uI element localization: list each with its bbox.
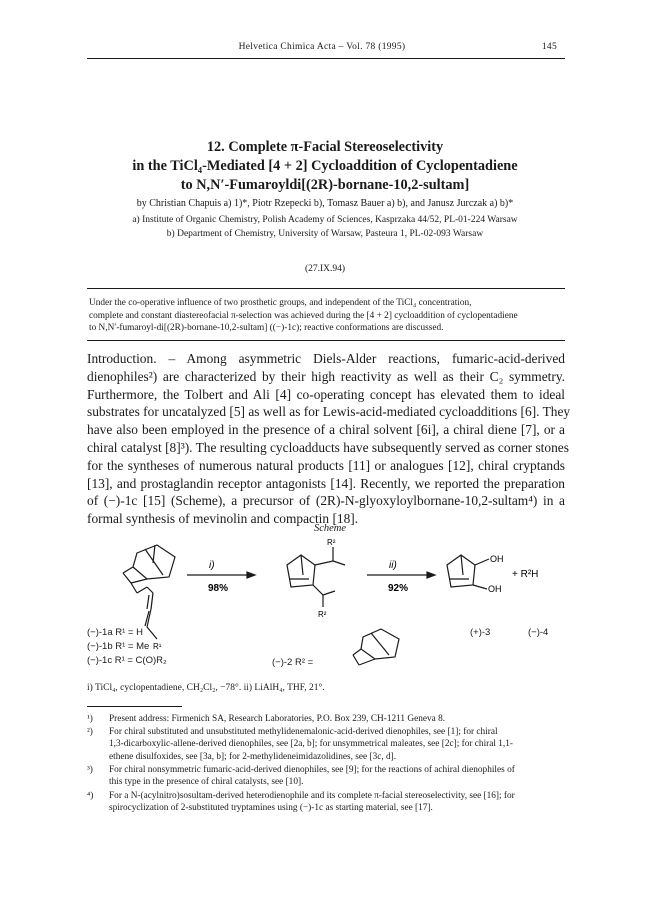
abstract-rule-top: [87, 288, 565, 289]
page-number: 145: [541, 42, 557, 52]
oh-label-2: OH: [488, 584, 502, 594]
footnote-line: For chiral nonsymmetric fumaric-acid-derived dienophiles, see [9]; for the reactions of achiral dienophiles of: [109, 765, 515, 775]
abstract-line: complete and constant diastereofacial π-selection was achieved during the [4 + 2] cycloaddition of cyclopentadiene: [89, 310, 518, 321]
footnote-mark: ¹): [87, 714, 93, 724]
intro-line: formal synthesis of mevinolin and compactin [18].: [87, 511, 359, 527]
received-date: (27.IX.94): [304, 264, 346, 274]
plus-r2h: + R²H: [512, 569, 539, 580]
intro-line: dienophiles²) are characterized by their high reactivity as well as their C₂ symmetry.: [87, 368, 565, 384]
article-title: [60, 138, 590, 195]
header-rule: [87, 58, 565, 59]
affiliation: b) Department of Chemistry, University of Warsaw, Pasteura 1, PL-02-093 Warsaw: [166, 229, 484, 239]
footnote-mark: ³): [87, 765, 93, 775]
footnote-mark: ²): [87, 727, 93, 737]
title-line: 12. Complete π-Facial Stereoselectivity: [206, 139, 444, 155]
step2-yield: 92%: [388, 583, 409, 594]
footnote-rule: [87, 706, 182, 707]
footnote-line: ethene disulfoxides, see [3a, b]; for 2-methylideneimidazolidines, see [3c, d].: [109, 751, 397, 762]
intro-line: Furthermore, the Tolbert and Ali [4] co-operating concept has elevated them to ideal: [87, 386, 565, 402]
intro-line: have also been employed in the presence of a chiral solvent [6i], a chiral diene [7], or a: [87, 422, 565, 438]
footnote-line: spirocyclization of 2-substituted tryptamines using (−)-1c as starting material, see [17].: [109, 803, 433, 814]
abstract: [89, 297, 565, 335]
intro-line: [13], and prostaglandin receptor antagonists [14]. Recently, we reported the preparation: [87, 475, 565, 491]
compound-1c-label: (−)-1c R¹ = C(O)R₂: [87, 655, 167, 666]
affiliation: a) Institute of Organic Chemistry, Polish Academy of Sciences, Kasprzaka 44/52, PL-01-224 Warsaw: [132, 215, 518, 225]
intro-line: chiral catalyst [8]³). The resulting cycloadducts have subsequently served as corner stones: [87, 439, 569, 455]
step2-label: ii): [389, 560, 397, 571]
r2-top: R²: [327, 538, 336, 547]
abstract-rule-bottom: [87, 340, 565, 341]
compound-1b-label: (−)-1b R¹ = Me: [87, 641, 150, 652]
scheme-title: Scheme: [313, 523, 347, 534]
abstract-line: to N,N′-fumaroyl-di[(2R)-bornane-10,2-sultam] ((−)-1c); reactive conformations are discussed.: [89, 323, 444, 334]
step1-yield: 98%: [208, 583, 229, 594]
sultam-structure-r2: [353, 629, 399, 665]
intro-line: of (−)-1c [15] (Scheme), a precursor of (2R)-N-glyoxyloylbornane-10,2-sultam⁴) in a: [87, 493, 565, 509]
intro-line: for the syntheses of numerous natural products [11] or analogues [12], chiral cryptands: [87, 457, 565, 473]
step1-label: i): [209, 560, 215, 571]
compound-1a-label: (−)-1a R¹ = H: [87, 627, 143, 638]
introduction: [87, 350, 571, 528]
compound-2-label: (−)-2 R² =: [272, 657, 314, 668]
footnote-line: For chiral substituted and unsubstituted methylidenemalonic-acid-derived dienophiles, see [1]; for chiral: [109, 727, 498, 737]
intro-line: substrates for uncatalyzed [5] as well as for Lewis-acid-mediated cycloadditions [6]. They: [87, 404, 571, 420]
title-line: to N,N′-Fumaroyldi[(2R)-bornane-10,2-sultam]: [180, 177, 470, 193]
diol-structure-3: [447, 555, 489, 589]
footnote-line: 1,3-dicarboxylic-allene-derived dienophiles, see [2a, b]; for unsymmetrical maleates, see [2c]; for chiral 1,1-: [109, 739, 513, 750]
compound-3-label: (+)-3: [470, 627, 491, 638]
footnote-line: Present address: Firmenich SA, Research Laboratories, P.O. Box 239, CH-1211 Geneva 8.: [109, 714, 446, 724]
footnote-mark: ⁴): [87, 791, 94, 801]
r2-bottom: R²: [318, 610, 327, 619]
intro-line: Introduction. – Among asymmetric Diels-Alder reactions, fumaric-acid-derived: [87, 351, 565, 366]
title-line: in the TiCl₄-Mediated [4 + 2] Cycloaddition of Cyclopentadiene: [132, 158, 518, 174]
abstract-line: Under the co-operative influence of two prosthetic groups, and independent of the TiCl₄ concentration,: [89, 298, 472, 308]
cycloadduct-structure-2: [287, 547, 345, 607]
footnote-line: this type in the presence of chiral catalysts, see [10].: [109, 777, 304, 788]
authors: by Christian Chapuis a) 1)*, Piotr Rzepecki b), Tomasz Bauer a) b), and Janusz Jurczak a) b)*: [136, 198, 514, 209]
footnote-line: For a N-(acylnitro)sosultam-derived heterodienophile and its complete π-facial stereoselectivity, see [16]; for: [109, 791, 515, 801]
sultam-structure-1c: [123, 545, 175, 639]
compound-4-label: (−)-4: [528, 627, 549, 638]
r1-label: R¹: [153, 642, 162, 651]
oh-label-1: OH: [490, 554, 504, 564]
reaction-conditions: i) TiCl₄, cyclopentadiene, CH₂Cl₂, −78°. ii) LiAlH₄, THF, 21°.: [87, 683, 325, 693]
journal-title: Helvetica Chimica Acta – Vol. 78 (1995): [238, 42, 406, 52]
